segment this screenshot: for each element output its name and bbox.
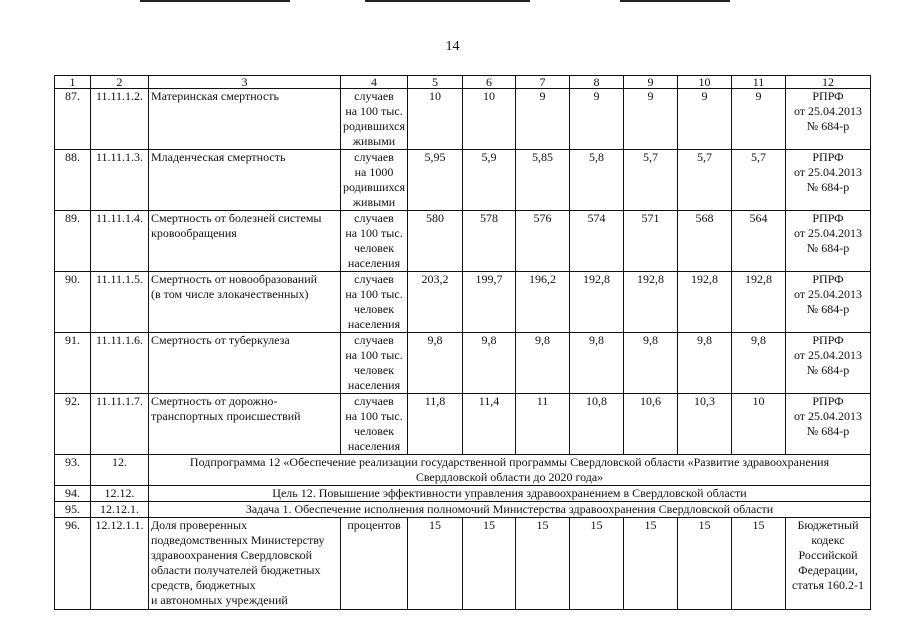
page-number: 14 <box>445 39 460 54</box>
indicator-name: Младенческая смертность <box>149 150 341 211</box>
row-number: 89. <box>55 211 91 272</box>
target-value: 5,95 <box>408 150 463 211</box>
section-code: 12.12.1. <box>91 502 149 518</box>
source-document: Бюджетный кодекс Российской Федерации, статья 160.2-1 <box>786 518 871 610</box>
unit-of-measure: случаев на 100 тыс. человек населения <box>341 333 408 394</box>
target-value: 564 <box>732 211 786 272</box>
target-value: 9,8 <box>570 333 624 394</box>
row-number: 95. <box>55 502 91 518</box>
row-number: 88. <box>55 150 91 211</box>
column-header: 3 <box>149 76 341 89</box>
target-value: 15 <box>732 518 786 610</box>
source-document: РПРФ от 25.04.2013 № 684-р <box>786 211 871 272</box>
target-value: 15 <box>516 518 570 610</box>
target-value: 15 <box>408 518 463 610</box>
column-header: 11 <box>732 76 786 89</box>
target-value: 9 <box>624 89 678 150</box>
target-value: 192,8 <box>678 272 732 333</box>
target-value: 192,8 <box>624 272 678 333</box>
target-value: 9,8 <box>678 333 732 394</box>
unit-of-measure: случаев на 100 тыс. родившихся живыми <box>341 89 408 150</box>
column-header: 10 <box>678 76 732 89</box>
target-value: 11,4 <box>463 394 516 455</box>
column-header: 12 <box>786 76 871 89</box>
top-rule <box>620 0 730 2</box>
target-value: 5,7 <box>732 150 786 211</box>
row-number: 91. <box>55 333 91 394</box>
target-value: 9 <box>516 89 570 150</box>
target-value: 10 <box>408 89 463 150</box>
section-code: 12. <box>91 455 149 486</box>
target-value: 196,2 <box>516 272 570 333</box>
target-value: 5,7 <box>624 150 678 211</box>
column-header: 1 <box>55 76 91 89</box>
target-value: 192,8 <box>732 272 786 333</box>
section-row <box>55 486 871 502</box>
table-header-row <box>55 76 871 89</box>
target-value: 568 <box>678 211 732 272</box>
target-value: 5,8 <box>570 150 624 211</box>
source-document: РПРФ от 25.04.2013 № 684-р <box>786 394 871 455</box>
target-value: 11,8 <box>408 394 463 455</box>
unit-of-measure: случаев на 100 тыс. человек населения <box>341 272 408 333</box>
section-row <box>55 455 871 486</box>
unit-of-measure: процентов <box>341 518 408 610</box>
source-document: РПРФ от 25.04.2013 № 684-р <box>786 333 871 394</box>
indicator-code: 11.11.1.7. <box>91 394 149 455</box>
table-row <box>55 518 871 610</box>
table-row <box>55 211 871 272</box>
column-header: 2 <box>91 76 149 89</box>
section-title: Цель 12. Повышение эффективности управления здравоохранением в Свердловской области <box>149 486 871 502</box>
target-value: 10 <box>732 394 786 455</box>
source-document: РПРФ от 25.04.2013 № 684-р <box>786 272 871 333</box>
indicator-code: 11.11.1.6. <box>91 333 149 394</box>
column-header: 6 <box>463 76 516 89</box>
target-value: 15 <box>678 518 732 610</box>
target-value: 9,8 <box>732 333 786 394</box>
target-value: 9 <box>570 89 624 150</box>
section-row <box>55 502 871 518</box>
target-value: 5,7 <box>678 150 732 211</box>
source-document: РПРФ от 25.04.2013 № 684-р <box>786 89 871 150</box>
table-row <box>55 150 871 211</box>
target-value: 576 <box>516 211 570 272</box>
target-value: 15 <box>463 518 516 610</box>
target-value: 9,8 <box>516 333 570 394</box>
indicator-code: 11.11.1.5. <box>91 272 149 333</box>
column-header: 5 <box>408 76 463 89</box>
indicator-code: 11.11.1.4. <box>91 211 149 272</box>
row-number: 94. <box>55 486 91 502</box>
unit-of-measure: случаев на 100 тыс. человек населения <box>341 211 408 272</box>
section-title: Задача 1. Обеспечение исполнения полномочий Министерства здравоохранения Свердловской области <box>149 502 871 518</box>
table-row <box>55 333 871 394</box>
indicator-name: Смертность от новообразований (в том числе злокачественных) <box>149 272 341 333</box>
indicator-name: Материнская смертность <box>149 89 341 150</box>
source-document: РПРФ от 25.04.2013 № 684-р <box>786 150 871 211</box>
indicators-table <box>54 75 871 610</box>
row-number: 92. <box>55 394 91 455</box>
target-value: 10 <box>463 89 516 150</box>
column-header: 4 <box>341 76 408 89</box>
indicator-code: 12.12.1.1. <box>91 518 149 610</box>
unit-of-measure: случаев на 100 тыс. человек населения <box>341 394 408 455</box>
table-row <box>55 89 871 150</box>
target-value: 9 <box>732 89 786 150</box>
target-value: 10,3 <box>678 394 732 455</box>
indicator-name: Доля проверенных подведомственных Министерству здравоохранения Свердловской области получателей бюджетных средств, бюджетных и автономных учреждений <box>149 518 341 610</box>
indicator-name: Смертность от болезней системы кровообращения <box>149 211 341 272</box>
target-value: 203,2 <box>408 272 463 333</box>
target-value: 9,8 <box>624 333 678 394</box>
target-value: 10,8 <box>570 394 624 455</box>
target-value: 199,7 <box>463 272 516 333</box>
table-row <box>55 272 871 333</box>
top-rule <box>140 0 290 2</box>
indicator-code: 11.11.1.2. <box>91 89 149 150</box>
target-value: 5,85 <box>516 150 570 211</box>
top-rule <box>365 0 530 2</box>
row-number: 93. <box>55 455 91 486</box>
target-value: 578 <box>463 211 516 272</box>
column-header: 9 <box>624 76 678 89</box>
row-number: 87. <box>55 89 91 150</box>
target-value: 15 <box>624 518 678 610</box>
target-value: 571 <box>624 211 678 272</box>
target-value: 574 <box>570 211 624 272</box>
section-code: 12.12. <box>91 486 149 502</box>
row-number: 96. <box>55 518 91 610</box>
indicator-code: 11.11.1.3. <box>91 150 149 211</box>
column-header: 7 <box>516 76 570 89</box>
target-value: 580 <box>408 211 463 272</box>
target-value: 10,6 <box>624 394 678 455</box>
target-value: 9 <box>678 89 732 150</box>
target-value: 192,8 <box>570 272 624 333</box>
row-number: 90. <box>55 272 91 333</box>
target-value: 11 <box>516 394 570 455</box>
indicator-name: Смертность от туберкулеза <box>149 333 341 394</box>
indicator-name: Смертность от дорожно- транспортных происшествий <box>149 394 341 455</box>
target-value: 5,9 <box>463 150 516 211</box>
section-title: Подпрограмма 12 «Обеспечение реализации государственной программы Свердловской области «Развитие здравоохранения Свердловской области до 2020 года» <box>149 455 871 486</box>
target-value: 15 <box>570 518 624 610</box>
column-header: 8 <box>570 76 624 89</box>
target-value: 9,8 <box>463 333 516 394</box>
unit-of-measure: случаев на 1000 родившихся живыми <box>341 150 408 211</box>
target-value: 9,8 <box>408 333 463 394</box>
table-row <box>55 394 871 455</box>
